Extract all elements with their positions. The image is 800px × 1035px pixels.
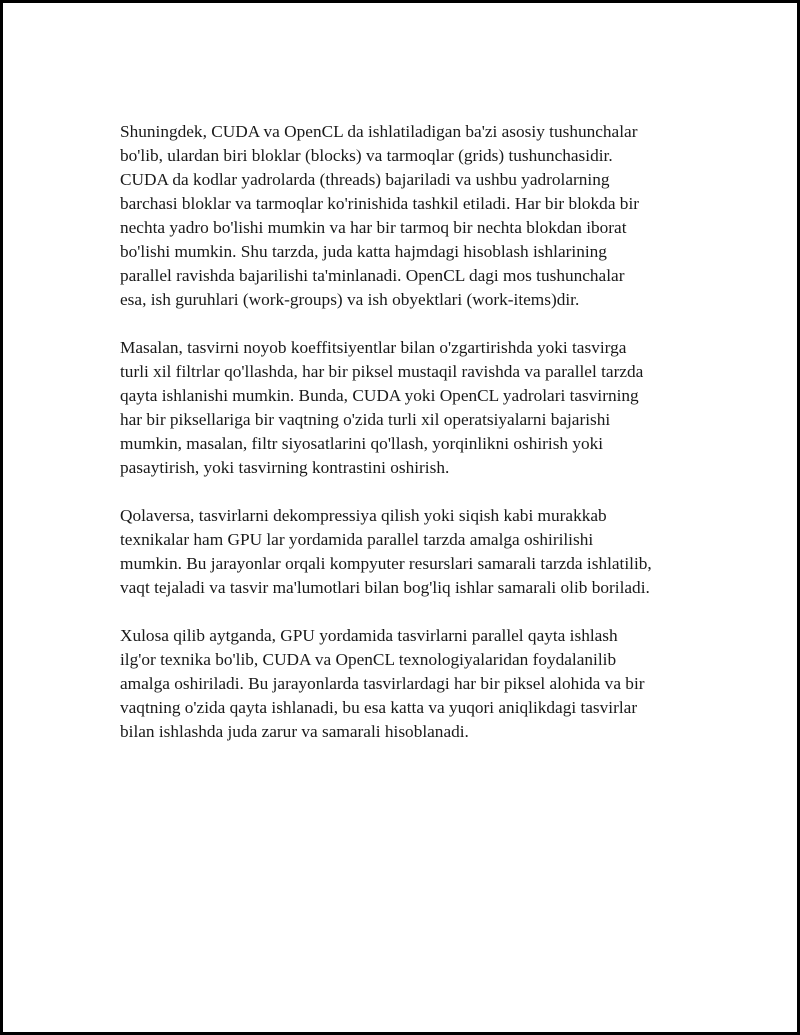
paragraph-3 (120, 504, 695, 600)
text-line: Shuningdek, CUDA va OpenCL da ishlatiladigan ba'zi asosiy tushunchalar (120, 122, 638, 141)
paragraph-4 (120, 624, 695, 744)
text-line: ilg'or texnika bo'lib, CUDA va OpenCL texnologiyalaridan foydalanilib (120, 650, 617, 669)
text-line: mumkin. Bu jarayonlar orqali kompyuter resurslari samarali tarzda ishlatilib, (120, 554, 652, 573)
text-line: vaqtning o'zida qayta ishlanadi, bu esa katta va yuqori aniqlikdagi tasvirlar (120, 698, 638, 717)
text-line: barchasi bloklar va tarmoqlar ko'rinishida tashkil etiladi. Har bir blokda bir (120, 194, 640, 213)
document-body (120, 120, 695, 768)
text-line: Xulosa qilib aytganda, GPU yordamida tasvirlarni parallel qayta ishlash (120, 626, 618, 645)
text-line: bo'lishi mumkin. Shu tarzda, juda katta hajmdagi hisoblash ishlarining (120, 242, 607, 261)
text-line: nechta yadro bo'lishi mumkin va har bir tarmoq bir nechta blokdan iborat (120, 218, 627, 237)
text-line: bo'lib, ulardan biri bloklar (blocks) va tarmoqlar (grids) tushunchasidir. (120, 146, 613, 165)
paragraph-2 (120, 336, 695, 480)
text-line: turli xil filtrlar qo'llashda, har bir piksel mustaqil ravishda va parallel tarzda (120, 362, 644, 381)
text-line: Qolaversa, tasvirlarni dekompressiya qilish yoki siqish kabi murakkab (120, 506, 607, 525)
text-line: bilan ishlashda juda zarur va samarali hisoblanadi. (120, 722, 469, 741)
text-line: mumkin, masalan, filtr siyosatlarini qo'llash, yorqinlikni oshirish yoki (120, 434, 604, 453)
paragraph-1 (120, 120, 695, 312)
text-line: har bir piksellariga bir vaqtning o'zida turli xil operatsiyalarni bajarishi (120, 410, 611, 429)
text-line: qayta ishlanishi mumkin. Bunda, CUDA yoki OpenCL yadrolari tasvirning (120, 386, 639, 405)
text-line: vaqt tejaladi va tasvir ma'lumotlari bilan bog'liq ishlar samarali olib boriladi. (120, 578, 650, 597)
text-line: Masalan, tasvirni noyob koeffitsiyentlar bilan o'zgartirishda yoki tasvirga (120, 338, 627, 357)
text-line: pasaytirish, yoki tasvirning kontrastini oshirish. (120, 458, 450, 477)
text-line: texnikalar ham GPU lar yordamida parallel tarzda amalga oshirilishi (120, 530, 594, 549)
text-line: CUDA da kodlar yadrolarda (threads) bajariladi va ushbu yadrolarning (120, 170, 610, 189)
text-line: esa, ish guruhlari (work-groups) va ish obyektlari (work-items)dir. (120, 290, 580, 309)
text-line: amalga oshiriladi. Bu jarayonlarda tasvirlardagi har bir piksel alohida va bir (120, 674, 645, 693)
text-line: parallel ravishda bajarilishi ta'minlanadi. OpenCL dagi mos tushunchalar (120, 266, 625, 285)
